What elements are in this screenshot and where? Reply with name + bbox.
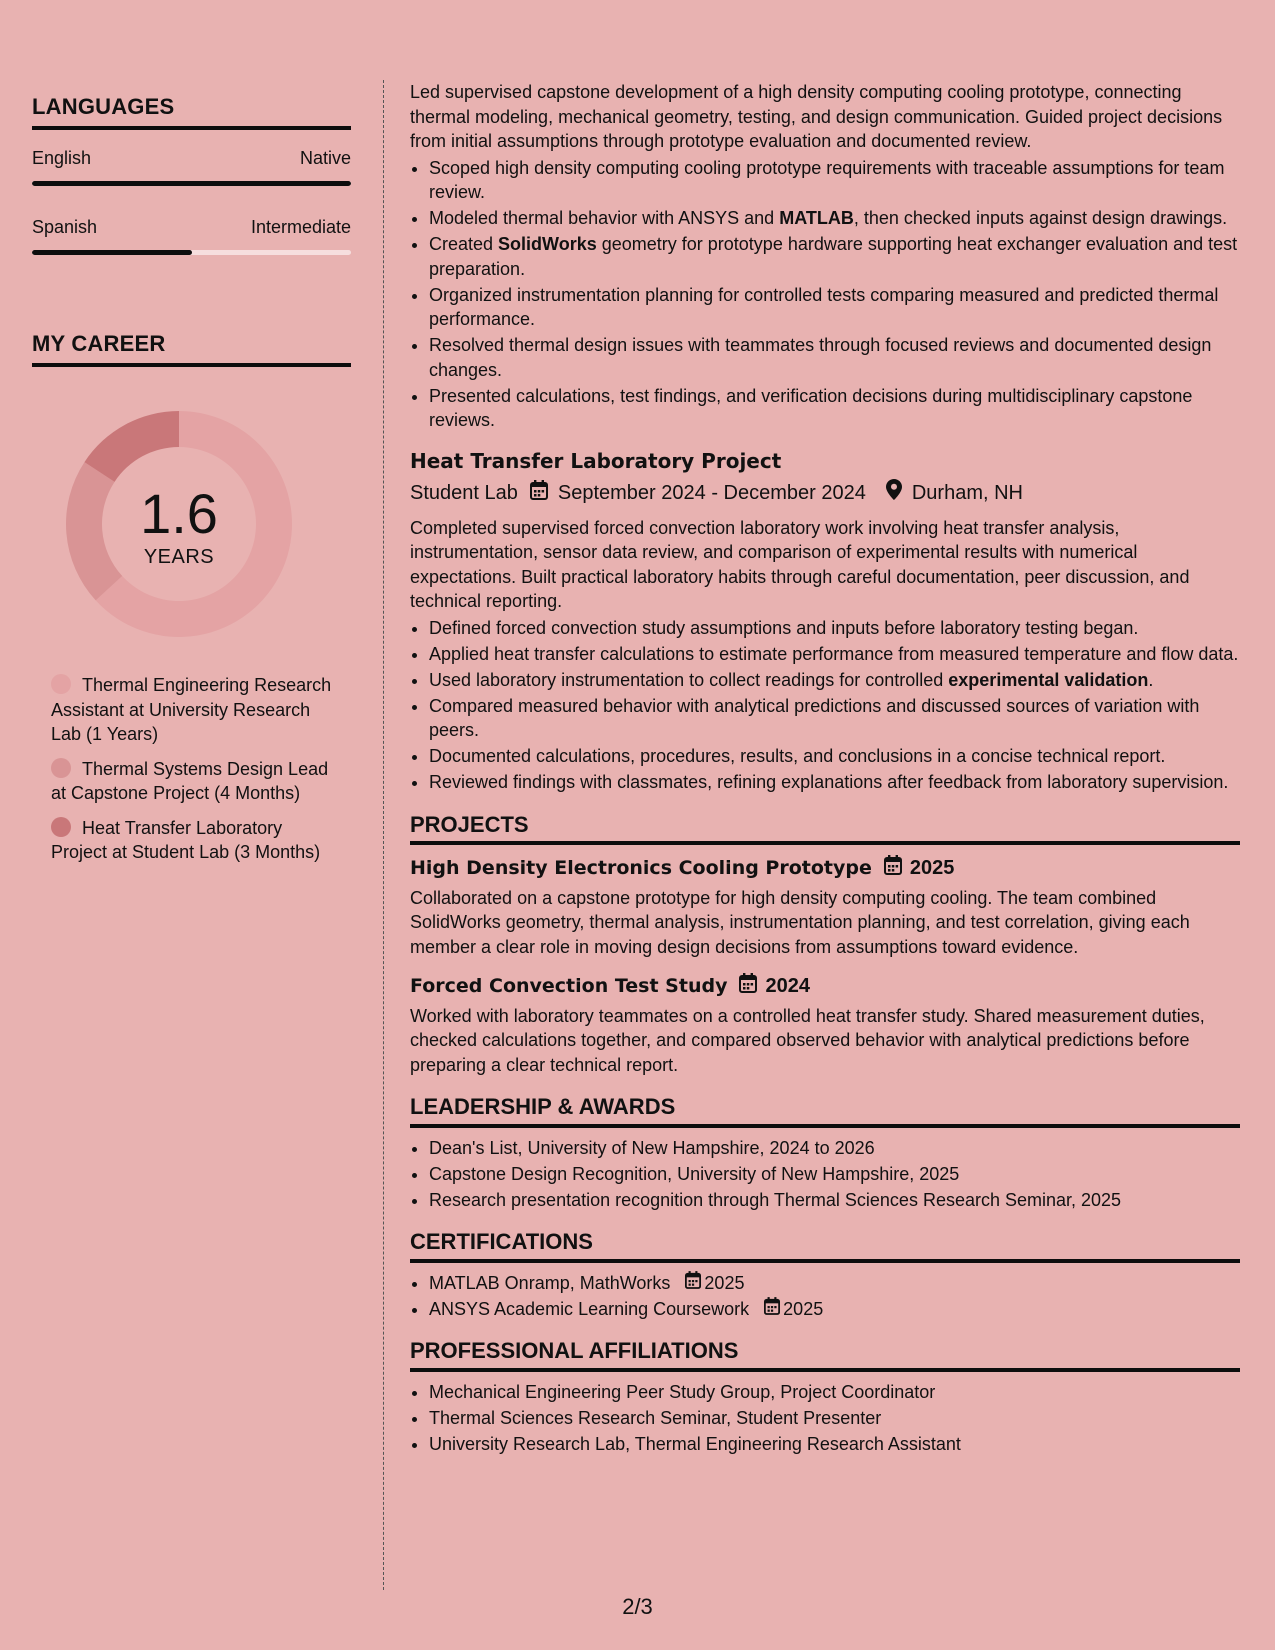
languages-title: LANGUAGES: [32, 94, 351, 130]
language-bar: [32, 250, 351, 255]
legend-dot: [51, 817, 71, 837]
cert-year: 2025: [704, 1272, 745, 1293]
list-item: • Documented calculations, procedures, results, and conclusions in a concise technical report.: [429, 744, 1240, 769]
career-legend: [51, 673, 341, 865]
job-org: Student Lab: [410, 481, 518, 504]
list-item: • Capstone Design Recognition, University of New Hampshire, 2025: [429, 1162, 1240, 1187]
list-item: • Organized instrumentation planning for controlled tests comparing measured and predicted thermal performance.: [429, 283, 1240, 332]
affiliations-list: [410, 1380, 1240, 1457]
job-dates: September 2024 - December 2024: [557, 481, 866, 504]
career-total-value: 1.6: [140, 481, 218, 545]
affiliations-title: PROFESSIONAL AFFILIATIONS: [410, 1339, 1240, 1372]
list-item: • Mechanical Engineering Peer Study Group, Project Coordinator: [429, 1380, 1240, 1405]
job-meta: [410, 479, 1240, 507]
language-bar: [32, 181, 351, 186]
project-title: Forced Convection Test Study 2024: [410, 973, 1240, 1000]
list-item: • Dean's List, University of New Hampshire, 2024 to 2026: [429, 1136, 1240, 1161]
calendar-icon: [685, 1271, 701, 1296]
project-year: 2024: [765, 975, 810, 997]
career-legend-item: Heat Transfer Laboratory Project at Student Lab (3 Months): [51, 817, 321, 862]
job-bullets: [410, 616, 1240, 795]
project-description: Worked with laboratory teammates on a controlled heat transfer study. Shared measurement duties, checked calculations together, and compared observed behavior with analytical predictions before preparing a clear technical report.: [410, 1005, 1205, 1075]
page-number: 2/3: [622, 1594, 653, 1619]
list-item: • University Research Lab, Thermal Engineering Research Assistant: [429, 1432, 1240, 1457]
list-item: • Thermal Sciences Research Seminar, Student Presenter: [429, 1406, 1240, 1431]
map-pin-icon: [886, 479, 902, 507]
career-title: MY CAREER: [32, 331, 351, 367]
legend-dot: [51, 674, 71, 694]
list-item: • Created SolidWorks geometry for prototype hardware supporting heat exchanger evaluation and test preparation.: [429, 232, 1240, 281]
calendar-icon: [530, 480, 548, 507]
intro-bullets: [410, 156, 1240, 433]
cert-year: 2025: [783, 1298, 824, 1319]
list-item: • Used laboratory instrumentation to collect readings for controlled experimental validation.: [429, 668, 1240, 693]
list-item: • Compared measured behavior with analytical predictions and discussed sources of variation with peers.: [429, 694, 1240, 743]
list-item: • Applied heat transfer calculations to estimate performance from measured temperature and flow data.: [429, 642, 1240, 667]
language-english: [32, 148, 351, 186]
intro-paragraph: Led supervised capstone development of a high density computing cooling prototype, connecting thermal modeling, mechanical geometry, testing, and design communication. Guided project decisions from initial assumptions through prototype evaluation and documented review.: [410, 82, 1223, 151]
language-level: Intermediate: [250, 217, 351, 237]
language-bar-fill: [32, 181, 351, 186]
sidebar: [32, 94, 351, 875]
career-legend-item: Thermal Systems Design Lead at Capstone Project (4 Months): [51, 758, 329, 803]
calendar-icon: [739, 973, 757, 1000]
project-description: Collaborated on a capstone prototype for high density computing cooling. The team combined SolidWorks geometry, thermal analysis, instrumentation planning, and test correlation, giving each member a clear role in moving design decisions from assumptions toward evidence.: [410, 887, 1190, 957]
language-spanish: [32, 217, 351, 255]
career-total-unit: YEARS: [143, 545, 215, 568]
job-description: Completed supervised forced convection laboratory work involving heat transfer analysis, instrumentation, sensor data review, and comparison of experimental results with numerical expectations. Built practical laboratory habits through careful documentation, peer discussion, and technical reporting.: [410, 517, 1190, 611]
list-item: • Presented calculations, test findings, and verification decisions during multidisciplinary capstone reviews.: [429, 384, 1240, 433]
language-name: Spanish: [32, 217, 98, 237]
awards-title: LEADERSHIP & AWARDS: [410, 1095, 1240, 1128]
language-level: Native: [299, 148, 351, 168]
project-title: High Density Electronics Cooling Prototype 2025: [410, 855, 1240, 882]
career-legend-item: Thermal Engineering Research Assistant at University Research Lab (1 Years): [51, 675, 332, 744]
certifications-title: CERTIFICATIONS: [410, 1230, 1240, 1263]
job-title: Heat Transfer Laboratory Project: [410, 448, 782, 473]
list-item: • Research presentation recognition through Thermal Sciences Research Seminar, 2025: [429, 1188, 1240, 1213]
list-item: • Modeled thermal behavior with ANSYS and MATLAB, then checked inputs against design drawings.: [429, 206, 1240, 231]
project-year: 2025: [909, 857, 955, 879]
list-item: • MATLAB Onramp, MathWorks 2025: [429, 1271, 1240, 1296]
legend-dot: [51, 758, 71, 778]
calendar-icon: [764, 1297, 780, 1322]
career-donut-chart: [66, 411, 292, 637]
column-divider: [383, 80, 384, 1590]
job-location: Durham, NH: [911, 481, 1023, 504]
list-item: • ANSYS Academic Learning Coursework 2025: [429, 1297, 1240, 1322]
awards-list: [410, 1136, 1240, 1213]
language-name: English: [32, 148, 92, 168]
certifications-list: [410, 1271, 1240, 1322]
calendar-icon: [884, 855, 902, 882]
list-item: • Scoped high density computing cooling prototype requirements with traceable assumptions for team review.: [429, 156, 1240, 205]
projects-title: PROJECTS: [410, 813, 1240, 846]
list-item: • Resolved thermal design issues with teammates through focused reviews and documented design changes.: [429, 333, 1240, 382]
list-item: • Defined forced convection study assumptions and inputs before laboratory testing began.: [429, 616, 1240, 641]
list-item: • Reviewed findings with classmates, refining explanations after feedback from laboratory supervision.: [429, 770, 1240, 795]
language-bar-fill: [32, 250, 192, 255]
main-content: [410, 80, 1240, 1458]
